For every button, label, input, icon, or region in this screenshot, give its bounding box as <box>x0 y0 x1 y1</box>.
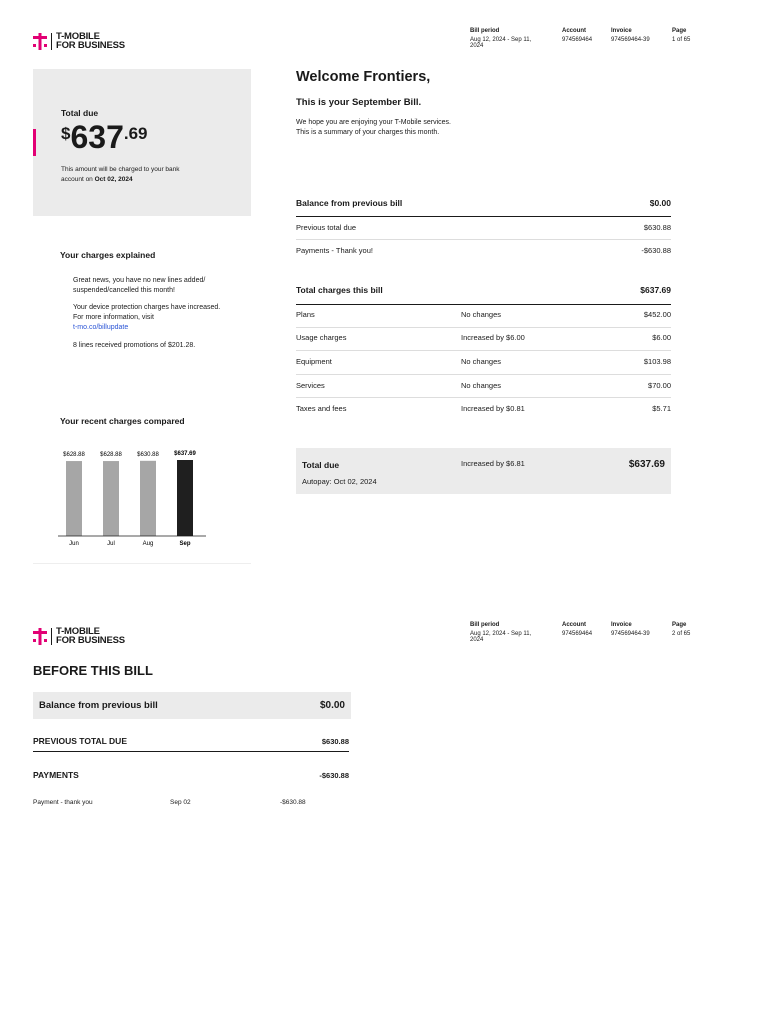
charges-explained-title: Your charges explained <box>60 250 156 260</box>
charge-row-plans: Plans No changes $452.00 <box>296 310 671 319</box>
payment-row-date: Sep 02 <box>170 799 191 806</box>
brand-logo-page2 <box>33 627 125 645</box>
bar-jun <box>66 461 82 536</box>
bar-value-label: $637.69 <box>174 451 196 457</box>
charges-header: Total charges this bill $637.69 <box>296 285 671 295</box>
total-due-card <box>33 69 251 216</box>
page2-payments: PAYMENTS -$630.88 <box>33 770 349 780</box>
explained-item-3: 8 lines received promotions of $201.28. <box>73 342 196 349</box>
bar-value-label: $628.88 <box>63 452 85 459</box>
row-divider <box>296 350 671 351</box>
month-label: Aug <box>142 541 154 547</box>
meta-account: Account 974569464 <box>562 622 593 637</box>
balance-row-previous: Previous total due $630.88 <box>296 223 671 232</box>
logo-divider <box>51 628 52 645</box>
summary-total-value: $637.69 <box>628 459 665 470</box>
page2-balance-box: Balance from previous bill $0.00 <box>33 692 351 719</box>
summary-total-label: Total due <box>302 460 340 470</box>
total-due-note: This amount will be charged to your bank account on Oct 02, 2024 <box>61 166 180 183</box>
month-label: Jun <box>69 541 79 547</box>
t-mobile-logo-icon <box>33 33 47 50</box>
meta-account: Account 974569464 <box>562 28 593 43</box>
balance-header: Balance from previous bill $0.00 <box>296 198 671 208</box>
brand-logo <box>33 32 125 50</box>
row-divider <box>296 327 671 328</box>
meta-page: Page 2 of 65 <box>672 622 691 637</box>
accent-bar <box>33 129 36 156</box>
welcome-subtitle: This is your September Bill. <box>296 97 422 108</box>
bar-jul <box>103 461 119 536</box>
bar-value-label: $630.88 <box>137 451 159 458</box>
total-due-label: Total due <box>61 108 99 118</box>
balance-row-payments: Payments - Thank you! -$630.88 <box>296 246 671 255</box>
charge-row-taxes: Taxes and fees Increased by $0.81 $5.71 <box>296 404 671 413</box>
recent-charges-chart <box>33 440 251 552</box>
row-divider <box>296 397 671 398</box>
summary-change: Increased by $6.81 <box>461 459 525 468</box>
total-due-summary-box <box>296 448 671 494</box>
charge-row-equipment: Equipment No changes $103.98 <box>296 357 671 366</box>
bar-aug <box>140 461 156 536</box>
meta-invoice: Invoice 974569464-39 <box>611 28 650 43</box>
bill-meta-page1 <box>470 28 706 49</box>
logo-text: T-MOBILE FOR BUSINESS <box>56 626 125 646</box>
page2-divider <box>33 751 349 752</box>
month-label: Sep <box>179 541 191 547</box>
recent-chart-title: Your recent charges compared <box>60 416 185 426</box>
bill-meta-page2 <box>470 622 706 643</box>
logo-text: T-MOBILE FOR BUSINESS <box>56 31 125 51</box>
balance-divider <box>296 216 671 217</box>
payment-row-label: Payment - thank you <box>33 799 93 806</box>
page2-previous-total: PREVIOUS TOTAL DUE $630.88 <box>33 736 349 746</box>
bar-value-label: $628.88 <box>100 452 122 459</box>
logo-divider <box>51 33 52 50</box>
total-due-amount: $637.69 <box>61 119 148 155</box>
explained-item-2: Your device protection charges have increased. For more information, visit t-mo.co/billupdate <box>73 304 221 331</box>
charges-divider <box>296 304 671 305</box>
t-mobile-logo-icon <box>33 628 47 645</box>
explained-item-1: Great news, you have no new lines added/ suspended/cancelled this month! <box>73 277 206 294</box>
welcome-title: Welcome Frontiers, <box>296 69 431 85</box>
meta-invoice: Invoice 974569464-39 <box>611 622 650 637</box>
payment-row-amount: -$630.88 <box>280 799 306 806</box>
charges-explained-list <box>73 276 223 351</box>
charge-row-usage: Usage charges Increased by $6.00 $6.00 <box>296 333 671 342</box>
row-divider <box>296 239 671 240</box>
charge-row-services: Services No changes $70.00 <box>296 381 671 390</box>
row-divider <box>296 374 671 375</box>
summary-autopay: Autopay: Oct 02, 2024 <box>302 477 377 486</box>
bill-update-link[interactable]: t-mo.co/billupdate <box>73 324 129 331</box>
month-label: Jul <box>107 541 115 547</box>
bar-sep <box>177 460 193 536</box>
meta-page: Page 1 of 65 <box>672 28 691 43</box>
chart-divider <box>33 563 251 564</box>
meta-bill-period: Bill period Aug 12, 2024 - Sep 11, 2024 <box>470 28 532 49</box>
meta-bill-period: Bill period Aug 12, 2024 - Sep 11, 2024 <box>470 622 532 643</box>
before-this-bill-heading: BEFORE THIS BILL <box>33 663 153 678</box>
welcome-text: We hope you are enjoying your T-Mobile services. This is a summary of your charges this month. <box>296 119 451 136</box>
